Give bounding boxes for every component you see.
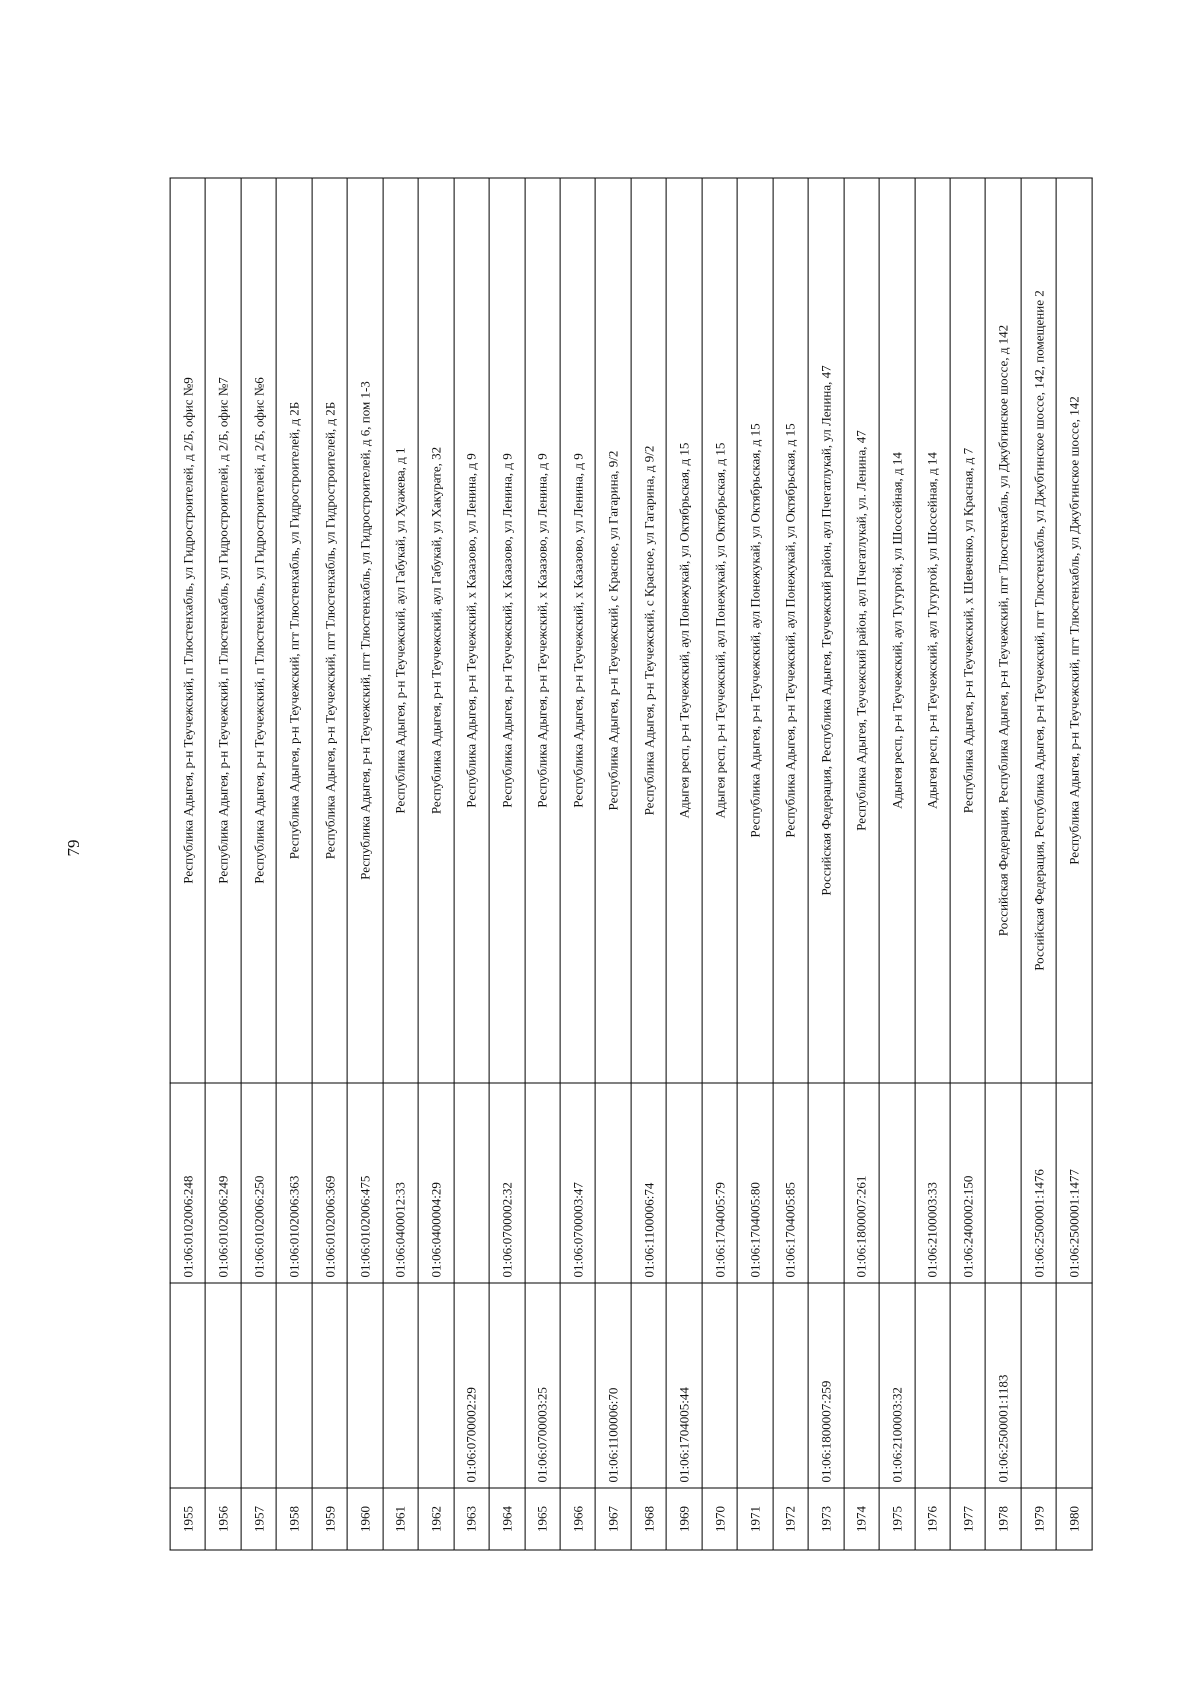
table-row: [1056, 178, 1091, 1550]
address-cell: Адыгея респ, р-н Теучежский, аул Понежукай, ул Октябрьская, д 15: [666, 178, 701, 1083]
parent-cadastral-number-cell: 01:06:1800007:259: [808, 1283, 843, 1488]
row-number-cell: 1959: [312, 1488, 347, 1550]
page-number: 79: [64, 839, 83, 857]
row-number-cell: 1979: [1021, 1488, 1056, 1550]
cadastral-number-cell: 01:06:1704005:79: [702, 1083, 737, 1283]
table-row: [489, 178, 524, 1550]
table-row: [950, 178, 985, 1550]
address-cell: Республика Адыгея, р-н Теучежский, пгт Тлюстенхабль, ул Гидростроителей, д 2Б: [312, 178, 347, 1083]
parent-cadastral-number-cell: [206, 1283, 241, 1488]
address-cell: Республика Адыгея, р-н Теучежский, пгт Тлюстенхабль, ул Гидростроителей, д 6, пом 1-3: [347, 178, 382, 1083]
address-cell: Адыгея респ, р-н Теучежский, аул Понежукай, ул Октябрьская, д 15: [702, 178, 737, 1083]
parent-cadastral-number-cell: 01:06:1704005:44: [666, 1283, 701, 1488]
row-number-cell: 1965: [525, 1488, 560, 1550]
parent-cadastral-number-cell: 01:06:0700003:25: [525, 1283, 560, 1488]
address-cell: Российская Федерация, Республика Адыгея, р-н Теучежский, пгт Тлюстенхабль, ул Джубгинское шоссе, 142, помещение 2: [1021, 178, 1056, 1083]
parent-cadastral-number-cell: 01:06:2500001:1183: [986, 1283, 1021, 1488]
parent-cadastral-number-cell: [170, 1283, 205, 1488]
address-cell: Республика Адыгея, р-н Теучежский, п Тлюстенхабль, ул Гидростроителей, д 2/Б, офис №7: [206, 178, 241, 1083]
address-cell: Республика Адыгея, р-н Теучежский, х Шевченко, ул Красная, д 7: [950, 178, 985, 1083]
table-row: [312, 178, 347, 1550]
table-row: [383, 178, 418, 1550]
row-number-cell: 1975: [879, 1488, 914, 1550]
table-row: [276, 178, 311, 1550]
address-cell: Республика Адыгея, р-н Теучежский, х Казазово, ул Ленина, д 9: [489, 178, 524, 1083]
table-row: [418, 178, 453, 1550]
cadastral-number-cell: 01:06:1704005:80: [737, 1083, 772, 1283]
table-row: [631, 178, 666, 1550]
cadastral-number-cell: 01:06:1100006:74: [631, 1083, 666, 1283]
address-cell: Республика Адыгея, р-н Теучежский, аул Понежукай, ул Октябрьская, д 15: [773, 178, 808, 1083]
cadastral-number-cell: 01:06:2100003:33: [915, 1083, 950, 1283]
parent-cadastral-number-cell: [950, 1283, 985, 1488]
address-cell: Республика Адыгея, р-н Теучежский, с Красное, ул Гагарина, д 9/2: [631, 178, 666, 1083]
row-number-cell: 1963: [454, 1488, 489, 1550]
cadastral-number-cell: 01:06:0102006:249: [206, 1083, 241, 1283]
cadastral-number-cell: 01:06:0102006:248: [170, 1083, 205, 1283]
table-row: [986, 178, 1021, 1550]
row-number-cell: 1977: [950, 1488, 985, 1550]
cadastral-number-cell: [986, 1083, 1021, 1283]
cadastral-number-cell: [525, 1083, 560, 1283]
address-cell: Российская Федерация, Республика Адыгея, р-н Теучежский, пгт Тлюстенхабль, ул Джубгинское шоссе, д 142: [986, 178, 1021, 1083]
row-number-cell: 1957: [241, 1488, 276, 1550]
address-cell: Республика Адыгея, р-н Теучежский, х Казазово, ул Ленина, д 9: [560, 178, 595, 1083]
registry-table-container: [170, 178, 1092, 1550]
table-row: [844, 178, 879, 1550]
cadastral-number-cell: 01:06:0400012:33: [383, 1083, 418, 1283]
row-number-cell: 1969: [666, 1488, 701, 1550]
table-row: [1021, 178, 1056, 1550]
cadastral-number-cell: 01:06:0102006:250: [241, 1083, 276, 1283]
cadastral-number-cell: 01:06:1704005:85: [773, 1083, 808, 1283]
address-cell: Республика Адыгея, Теучежский район, аул Пчегатлукай, ул. Ленина, 47: [844, 178, 879, 1083]
row-number-cell: 1961: [383, 1488, 418, 1550]
registry-table-body: [170, 178, 1092, 1550]
row-number-cell: 1978: [986, 1488, 1021, 1550]
parent-cadastral-number-cell: 01:06:0700002:29: [454, 1283, 489, 1488]
cadastral-number-cell: 01:06:0102006:363: [276, 1083, 311, 1283]
address-cell: Республика Адыгея, р-н Теучежский, аул Габукай, ул Хуажева, д 1: [383, 178, 418, 1083]
row-number-cell: 1966: [560, 1488, 595, 1550]
parent-cadastral-number-cell: [773, 1283, 808, 1488]
address-cell: Республика Адыгея, р-н Теучежский, с Красное, ул Гагарина, 9/2: [596, 178, 631, 1083]
address-cell: Республика Адыгея, р-н Теучежский, пгт Тлюстенхабль, ул Гидростроителей, д 2Б: [276, 178, 311, 1083]
cadastral-number-cell: [808, 1083, 843, 1283]
row-number-cell: 1955: [170, 1488, 205, 1550]
table-row: [347, 178, 382, 1550]
address-cell: Адыгея респ, р-н Теучежский, аул Тугургой, ул Шоссейная, д 14: [879, 178, 914, 1083]
cadastral-number-cell: 01:06:0102006:475: [347, 1083, 382, 1283]
parent-cadastral-number-cell: [489, 1283, 524, 1488]
parent-cadastral-number-cell: [241, 1283, 276, 1488]
row-number-cell: 1971: [737, 1488, 772, 1550]
parent-cadastral-number-cell: [915, 1283, 950, 1488]
table-row: [525, 178, 560, 1550]
row-number-cell: 1956: [206, 1488, 241, 1550]
address-cell: Адыгея респ, р-н Теучежский, аул Тугургой, ул Шоссейная, д 14: [915, 178, 950, 1083]
cadastral-number-cell: 01:06:0700003:47: [560, 1083, 595, 1283]
row-number-cell: 1970: [702, 1488, 737, 1550]
table-row: [702, 178, 737, 1550]
table-row: [241, 178, 276, 1550]
row-number-cell: 1973: [808, 1488, 843, 1550]
row-number-cell: 1964: [489, 1488, 524, 1550]
table-row: [596, 178, 631, 1550]
cadastral-number-cell: 01:06:2500001:1476: [1021, 1083, 1056, 1283]
cadastral-number-cell: 01:06:0102006:369: [312, 1083, 347, 1283]
address-cell: Российская Федерация, Республика Адыгея, Теучежский район, аул Пчегатлукай, ул Ленина, 47: [808, 178, 843, 1083]
row-number-cell: 1958: [276, 1488, 311, 1550]
table-row: [915, 178, 950, 1550]
table-row: [879, 178, 914, 1550]
address-cell: Республика Адыгея, р-н Теучежский, аул Габукай, ул Хакурате, 32: [418, 178, 453, 1083]
cadastral-number-cell: [454, 1083, 489, 1283]
table-row: [170, 178, 205, 1550]
row-number-cell: 1962: [418, 1488, 453, 1550]
address-cell: Республика Адыгея, р-н Теучежский, х Казазово, ул Ленина, д 9: [525, 178, 560, 1083]
table-row: [808, 178, 843, 1550]
parent-cadastral-number-cell: [1056, 1283, 1091, 1488]
row-number-cell: 1974: [844, 1488, 879, 1550]
row-number-cell: 1972: [773, 1488, 808, 1550]
address-cell: Республика Адыгея, р-н Теучежский, п Тлюстенхабль, ул Гидростроителей, д 2/Б, офис №9: [170, 178, 205, 1083]
address-cell: Республика Адыгея, р-н Теучежский, х Казазово, ул Ленина, д 9: [454, 178, 489, 1083]
table-row: [206, 178, 241, 1550]
table-row: [454, 178, 489, 1550]
parent-cadastral-number-cell: [347, 1283, 382, 1488]
table-row: [773, 178, 808, 1550]
cadastral-number-cell: 01:06:0400004:29: [418, 1083, 453, 1283]
address-cell: Республика Адыгея, р-н Теучежский, аул Понежукай, ул Октябрьская, д 15: [737, 178, 772, 1083]
parent-cadastral-number-cell: [631, 1283, 666, 1488]
row-number-cell: 1960: [347, 1488, 382, 1550]
cadastral-number-cell: [879, 1083, 914, 1283]
cadastral-number-cell: 01:06:2400002:150: [950, 1083, 985, 1283]
registry-table: [170, 178, 1093, 1551]
parent-cadastral-number-cell: [702, 1283, 737, 1488]
parent-cadastral-number-cell: [560, 1283, 595, 1488]
address-cell: Республика Адыгея, р-н Теучежский, пгт Тлюстенхабль, ул Джубгинское шоссе, 142: [1056, 178, 1091, 1083]
row-number-cell: 1968: [631, 1488, 666, 1550]
table-row: [560, 178, 595, 1550]
cadastral-number-cell: [596, 1083, 631, 1283]
parent-cadastral-number-cell: [1021, 1283, 1056, 1488]
cadastral-number-cell: 01:06:1800007:261: [844, 1083, 879, 1283]
row-number-cell: 1976: [915, 1488, 950, 1550]
parent-cadastral-number-cell: [418, 1283, 453, 1488]
address-cell: Республика Адыгея, р-н Теучежский, п Тлюстенхабль, ул Гидростроителей, д 2/Б, офис №6: [241, 178, 276, 1083]
cadastral-number-cell: 01:06:2500001:1477: [1056, 1083, 1091, 1283]
parent-cadastral-number-cell: [383, 1283, 418, 1488]
row-number-cell: 1967: [596, 1488, 631, 1550]
cadastral-number-cell: [666, 1083, 701, 1283]
parent-cadastral-number-cell: [276, 1283, 311, 1488]
parent-cadastral-number-cell: 01:06:2100003:32: [879, 1283, 914, 1488]
parent-cadastral-number-cell: [844, 1283, 879, 1488]
cadastral-number-cell: 01:06:0700002:32: [489, 1083, 524, 1283]
table-row: [737, 178, 772, 1550]
parent-cadastral-number-cell: [737, 1283, 772, 1488]
table-row: [666, 178, 701, 1550]
parent-cadastral-number-cell: 01:06:1100006:70: [596, 1283, 631, 1488]
parent-cadastral-number-cell: [312, 1283, 347, 1488]
row-number-cell: 1980: [1056, 1488, 1091, 1550]
